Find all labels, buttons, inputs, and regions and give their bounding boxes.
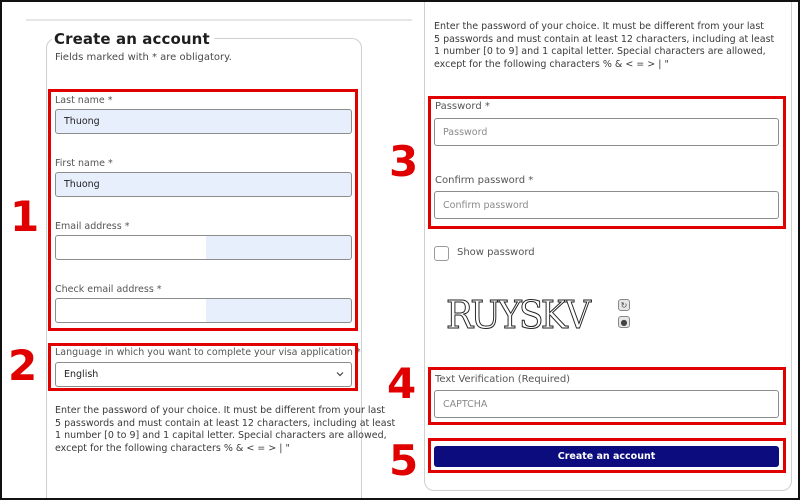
audio-icon[interactable]: ● [618, 316, 630, 328]
annotation-box-3 [428, 96, 786, 229]
captcha-input[interactable]: CAPTCHA [434, 390, 779, 418]
captcha-label: Text Verification (Required) [435, 374, 571, 385]
refresh-icon[interactable]: ↻ [618, 299, 630, 311]
confirm-password-input[interactable]: Confirm password [434, 191, 779, 219]
language-selected-value: English [64, 369, 99, 380]
annotation-box-1 [48, 89, 358, 331]
annotation-box-5 [428, 438, 786, 473]
language-label: Language in which you want to complete your visa application * [55, 347, 361, 358]
annotation-number-3: 3 [389, 137, 419, 186]
annotation-box-4 [428, 367, 786, 425]
first-name-label: First name * [55, 158, 113, 169]
show-password-label[interactable]: Show password [457, 247, 535, 258]
confirm-password-label: Confirm password * [435, 175, 534, 186]
show-password-checkbox[interactable] [434, 246, 449, 261]
password-label: Password * [435, 101, 490, 112]
annotation-number-5: 5 [389, 436, 419, 485]
last-name-label: Last name * [55, 95, 113, 106]
create-account-button[interactable]: Create an account [434, 446, 779, 467]
password-requirements-text: Enter the password of your choice. It must be different from your last 5 passwords and must contain at least 12 characters, including at least 1 number [0 to 9] and 1 capital letter. Special characters are allowed, except for the following characters % & < = > | " [55, 405, 396, 454]
annotation-number-2: 2 [8, 341, 38, 390]
divider [26, 19, 412, 21]
last-name-input[interactable]: Thuong [55, 109, 352, 134]
first-name-input[interactable]: Thuong [55, 172, 352, 197]
password-input[interactable]: Password [434, 118, 779, 146]
password-requirements-text: Enter the password of your choice. It must be different from your last 5 passwords and must contain at least 12 characters, including at least 1 number [0 to 9] and 1 capital letter. Special characters are allowed, except for the following characters % & < = > | " [434, 21, 775, 70]
check-email-label: Check email address * [55, 284, 162, 295]
captcha-image: RUYSKV [446, 293, 589, 337]
form-title: Create an account [52, 30, 214, 48]
annotation-number-4: 4 [387, 359, 417, 408]
form-subtitle: Fields marked with * are obligatory. [55, 52, 232, 63]
annotation-number-1: 1 [10, 192, 40, 241]
email-label: Email address * [55, 221, 130, 232]
annotation-box-2 [48, 343, 358, 391]
